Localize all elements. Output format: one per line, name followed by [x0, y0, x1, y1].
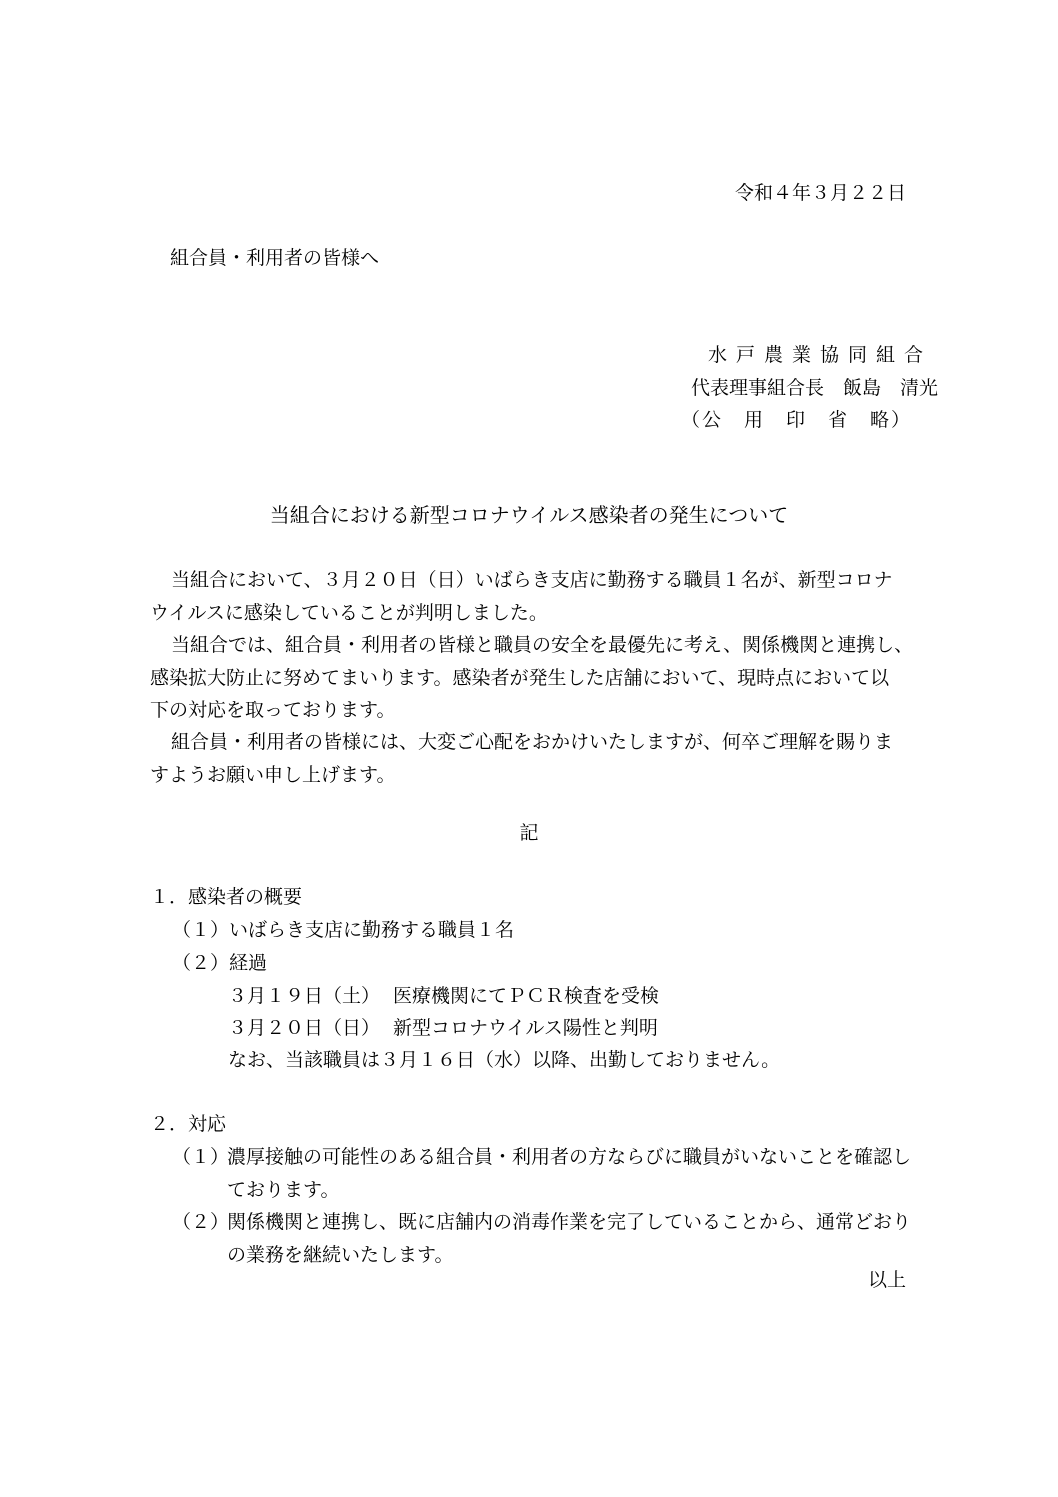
body-paragraph-3: [150, 726, 920, 791]
addressee: 組合員・利用者の皆様へ: [170, 247, 380, 269]
item-number: （２）: [172, 1211, 230, 1233]
event-date: ３月２０日（日）: [228, 1017, 381, 1039]
item-body: [227, 1141, 927, 1207]
document-title: 当組合における新型コロナウイルス感染者の発生について: [269, 503, 789, 527]
body-paragraph-1: [150, 564, 920, 629]
timeline-event: [228, 984, 659, 1008]
item-line: ております。: [227, 1179, 340, 1201]
paragraph-line: 組合員・利用者の皆様には、大変ご心配をおかけいたしますが、何卒ご理解を賜りま: [171, 731, 894, 753]
sender-organization: 水戸農業協同組合: [707, 344, 932, 366]
ki-heading: 記: [519, 822, 539, 844]
section-1-item-1: （１）いばらき支店に勤務する職員１名: [172, 919, 515, 941]
paragraph-line: ウイルスに感染していることが判明しました。: [150, 601, 548, 624]
section-1-note: なお、当該職員は３月１６日（水）以降、出勤しておりません。: [228, 1049, 781, 1071]
item-body: [227, 1206, 927, 1272]
body-paragraph-2: [150, 629, 920, 727]
section-1-item-2: （２）経過: [172, 952, 268, 974]
event-text: 医療機関にてＰＣＲ検査を受検: [393, 985, 660, 1007]
item-line: の業務を継続いたします。: [227, 1244, 454, 1266]
paragraph-line: 当組合では、組合員・利用者の皆様と職員の安全を最優先に考え、関係機関と連携し、: [171, 634, 914, 656]
paragraph-line: 感染拡大防止に努めてまいります。感染者が発生した店舗において、現時点において以: [150, 666, 890, 689]
item-number: （１）: [172, 1146, 230, 1168]
paragraph-line: 当組合において、３月２０日（日）いばらき支店に勤務する職員１名が、新型コロナ: [171, 569, 893, 591]
item-line: 濃厚接触の可能性のある組合員・利用者の方ならびに職員がいないことを確認し: [227, 1146, 912, 1168]
event-text: 新型コロナウイルス陽性と判明: [393, 1017, 658, 1039]
document-date: 令和４年３月２２日: [734, 182, 906, 204]
paragraph-line: すようお願い申し上げます。: [150, 763, 396, 786]
paragraph-line: 下の対応を取っております。: [150, 699, 396, 721]
section-2-heading: ２．対応: [150, 1113, 227, 1135]
sender-representative: 代表理事組合長 飯島 清光: [690, 377, 938, 399]
seal-omitted-note: （公 用 印 省 略）: [680, 409, 912, 431]
event-date: ３月１９日（土）: [228, 985, 381, 1007]
timeline-event: [228, 1016, 658, 1040]
closing-mark: 以上: [867, 1269, 906, 1291]
item-line: 関係機関と連携し、既に店舗内の消毒作業を完了していることから、通常どおり: [227, 1211, 912, 1233]
section-1-heading: １．感染者の概要: [150, 886, 303, 908]
